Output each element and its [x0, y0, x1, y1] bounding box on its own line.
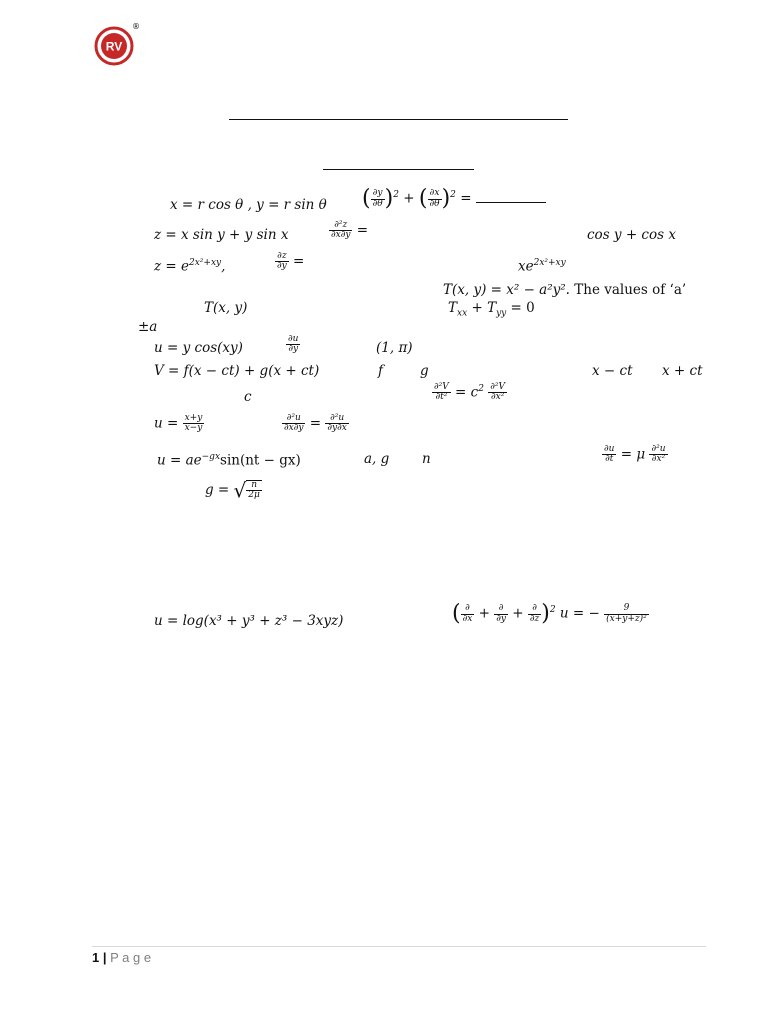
- eq5-lhs: u = y cos(xy): [154, 340, 243, 356]
- eq9: g = √ $\frac{n}{2\mu}$: [205, 478, 260, 503]
- eq6-b: x + ct: [662, 363, 703, 379]
- eq6-c: c: [244, 389, 252, 405]
- eq2-lhs: z = x sin y + y sin x: [154, 227, 289, 243]
- eq8-ag: a, g: [364, 451, 390, 467]
- eq2-rhs: cos y + cos x: [587, 227, 676, 243]
- eq8-n: n: [422, 451, 431, 467]
- page-number: 1: [92, 950, 100, 965]
- eq6-f: f: [378, 363, 383, 379]
- eq6-g: g: [420, 363, 429, 379]
- eq4-e: ±a: [138, 319, 158, 335]
- eq10-lhs: u = log(x³ + y³ + z³ − 3xyz): [154, 613, 344, 629]
- eq2-deriv: $\frac{\text{∂²z}}{\partial x\partial y}$ =: [331, 220, 369, 241]
- eq1-lhs: x = r cos θ , y = r sin θ: [170, 197, 327, 213]
- footer-separator: |: [99, 950, 111, 965]
- eq4-c: T(x, y): [204, 300, 248, 316]
- eq4-d: $T_{xx} + T_{yy} = 0$: [448, 300, 535, 319]
- eq1-equals: =: [460, 190, 476, 207]
- eq7-mixed: $\frac{\text{∂²u}}{\partial x\partial y}$ = $\frac{\text{∂²u}}{\partial y\partial x}$: [284, 413, 347, 434]
- title-rule: [229, 119, 568, 120]
- eq6-lhs: V = f(x − ct) + g(x + ct): [154, 363, 320, 379]
- eq6-a: x − ct: [592, 363, 633, 379]
- logo-text: RV: [105, 39, 123, 54]
- subtitle-rule: [323, 169, 474, 170]
- eq3-lhs: $z = e^{2x^2+xy}$,: [154, 258, 226, 275]
- eq10-rhs: ( $\frac{\partial}{\partial x}$ + $\frac{\partial}{\partial y}$ + $\frac{\partial}{\partial z}$ )$^2$ u = − $\frac{9}{\text{(x+y+z)²}}$: [452, 601, 647, 626]
- rv-logo: [94, 22, 140, 66]
- registered-mark: ®: [132, 22, 140, 31]
- footer-rule: [92, 946, 706, 947]
- eq6-pde: $\frac{\text{∂²V}}{\text{∂t²}}$ = $c^2$ $\frac{\text{∂²V}}{\text{∂x²}}$: [434, 382, 506, 403]
- eq5-deriv: $\frac{\partial u}{\partial y}$: [288, 334, 299, 355]
- eq3-rhs: $xe^{2x^2+xy}$: [518, 258, 566, 275]
- page-label: P a g e: [110, 950, 152, 965]
- eq7-lhs: u = $\frac{x+y}{x-y}$: [154, 413, 203, 434]
- eq1-rhs: ( $\frac{\partial y}{\partial\theta}$ )$^2$ + ( $\frac{\partial x}{\partial\theta}$ )$^2$ =: [362, 188, 546, 210]
- eq4-a: T(x, y) = x² − a²y². The values of ‘a’: [443, 282, 687, 298]
- eq8-pde: $\frac{\partial u}{\partial t}$ = μ $\frac{\text{∂²u}}{\text{∂x²}}$: [604, 444, 666, 465]
- page-footer: [92, 950, 151, 965]
- eq5-point: (1, π): [376, 340, 413, 356]
- answer-blank: [476, 192, 546, 203]
- eq8-lhs: $u = ae^{-gx}\sin(nt - gx)$: [157, 452, 301, 469]
- eq3-deriv: $\frac{\partial z}{\partial y}$ =: [277, 251, 305, 272]
